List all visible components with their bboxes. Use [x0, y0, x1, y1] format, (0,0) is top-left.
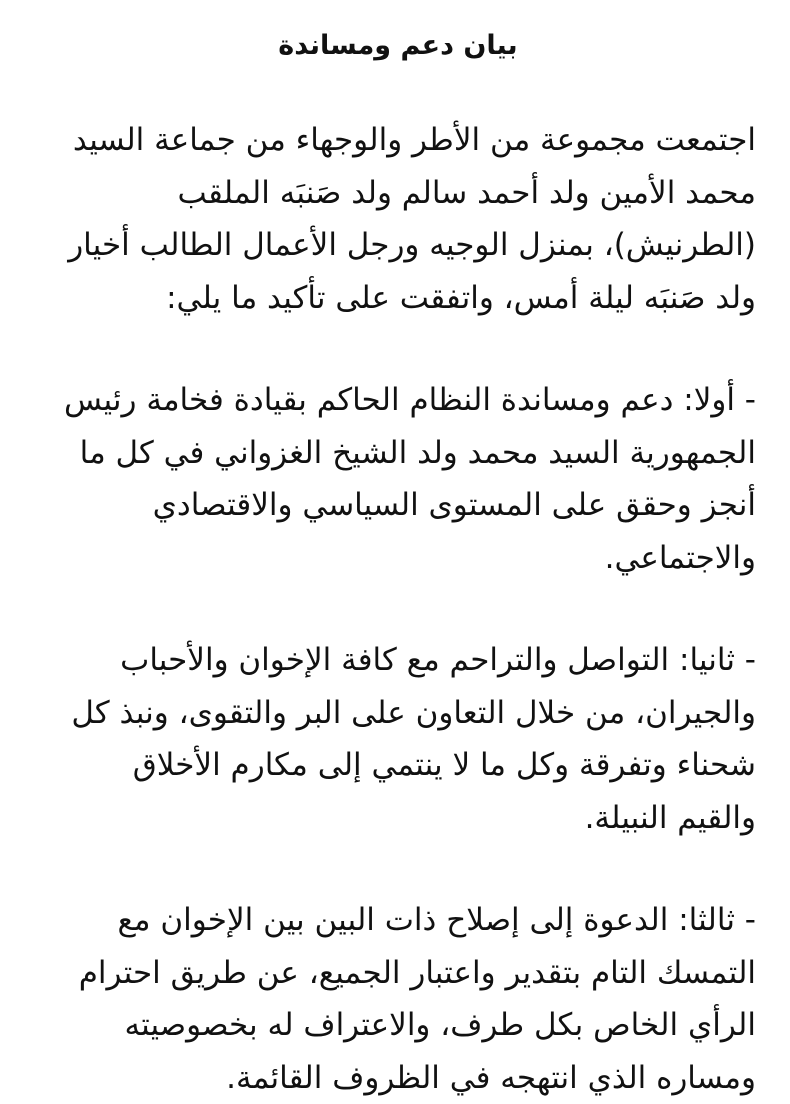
paragraph-line: والجيران، من خلال التعاون على البر والتقوى، ونبذ كل [40, 687, 756, 740]
paragraph-line: محمد الأمين ولد أحمد سالم ولد صَنبَه الملقب [40, 167, 756, 220]
paragraph-line: اجتمعت مجموعة من الأطر والوجهاء من جماعة السيد [40, 114, 756, 167]
intro-paragraph [40, 114, 756, 324]
paragraph-line: الجمهورية السيد محمد ولد الشيخ الغزواني في كل ما [40, 427, 756, 480]
paragraph-line: - ثانيا: التواصل والتراحم مع كافة الإخوان والأحباب [40, 634, 756, 687]
paragraph-line: - ثالثا: الدعوة إلى إصلاح ذات البين بين الإخوان مع [40, 894, 756, 947]
paragraph-line: أنجز وحقق على المستوى السياسي والاقتصادي [40, 479, 756, 532]
paragraph-line: ومساره الذي انتهجه في الظروف القائمة. [40, 1052, 756, 1104]
second-point-paragraph [40, 634, 756, 844]
third-point-paragraph [40, 894, 756, 1104]
paragraph-line: - أولا: دعم ومساندة النظام الحاكم بقيادة فخامة رئيس [40, 374, 756, 427]
paragraph-line: (الطرنيش)، بمنزل الوجيه ورجل الأعمال الطالب أخيار [40, 219, 756, 272]
first-point-paragraph [40, 374, 756, 584]
statement-title: بيان دعم ومساندة [40, 22, 756, 70]
paragraph-line: ولد صَنبَه ليلة أمس، واتفقت على تأكيد ما يلي: [40, 272, 756, 325]
paragraph-line: شحناء وتفرقة وكل ما لا ينتمي إلى مكارم الأخلاق [40, 739, 756, 792]
paragraph-line: الرأي الخاص بكل طرف، والاعتراف له بخصوصيته [40, 999, 756, 1052]
paragraph-line: التمسك التام بتقدير واعتبار الجميع، عن طريق احترام [40, 947, 756, 1000]
paragraph-line: والقيم النبيلة. [40, 792, 756, 845]
paragraph-line: والاجتماعي. [40, 532, 756, 585]
